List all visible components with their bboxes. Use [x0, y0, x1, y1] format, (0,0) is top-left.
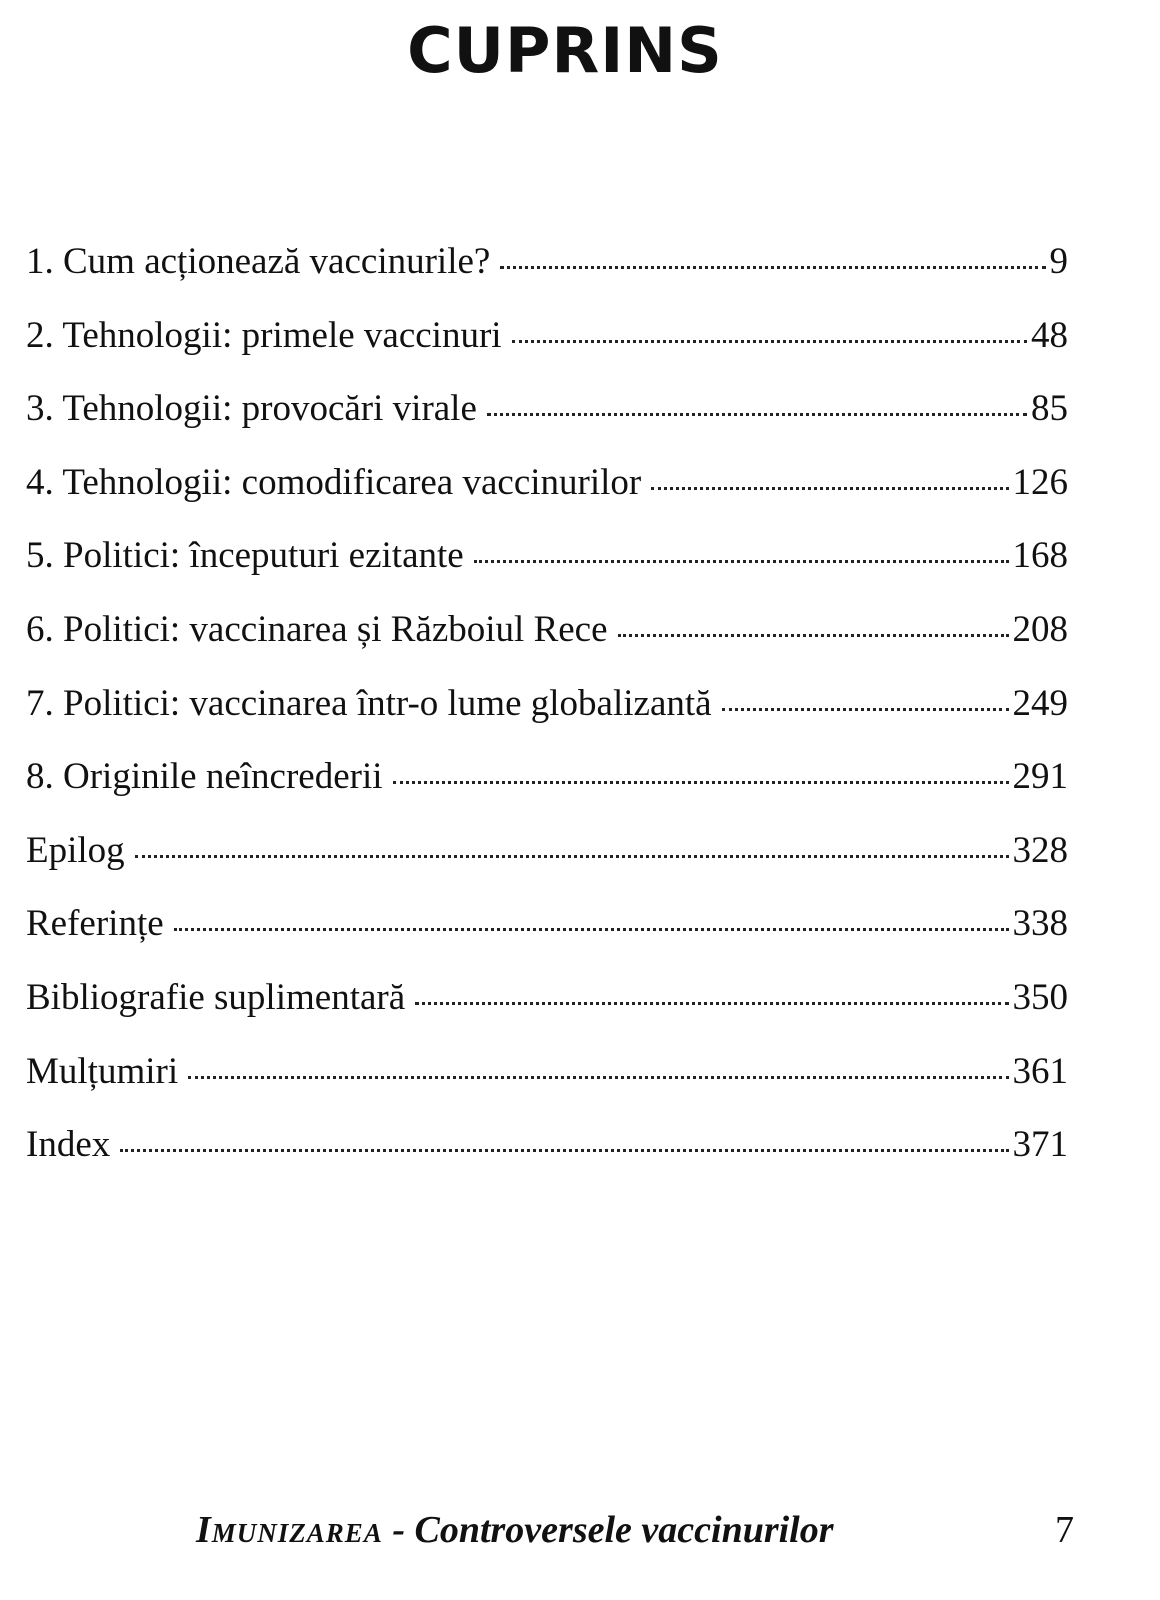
toc-entry-page: 361	[1012, 1050, 1068, 1092]
book-subtitle: Controversele vaccinurilor	[414, 1509, 834, 1551]
toc-leader-dots	[393, 780, 1009, 784]
toc-leader-dots	[120, 1148, 1008, 1152]
toc-leader-dots	[618, 633, 1009, 637]
toc-leader-dots	[188, 1075, 1008, 1079]
toc-entry-page: 291	[1012, 756, 1068, 798]
toc-entry	[26, 755, 1068, 829]
toc-entry-page: 208	[1012, 608, 1068, 650]
toc-entry-label: Referințe	[26, 903, 164, 945]
toc-entry-label: Bibliografie suplimentară	[26, 976, 406, 1018]
toc-entry-label: 1. Cum acționează vaccinurile?	[26, 241, 491, 282]
running-title	[196, 1508, 834, 1552]
toc-entry-page: 371	[1012, 1124, 1068, 1166]
toc-entry	[26, 682, 1068, 756]
toc-entry-page: 328	[1012, 829, 1068, 871]
toc-entry	[26, 461, 1068, 535]
toc-entry	[26, 1050, 1068, 1124]
toc-entry-page: 350	[1012, 976, 1068, 1018]
toc-leader-dots	[722, 707, 1009, 711]
toc-entry	[26, 314, 1068, 388]
toc-entry	[26, 976, 1068, 1050]
toc-entry-label: 5. Politici: începuturi ezitante	[26, 535, 464, 577]
toc-entry	[26, 240, 1068, 314]
toc-leader-dots	[500, 265, 1045, 269]
toc-entry-label: 7. Politici: vaccinarea într-o lume globalizantă	[26, 682, 712, 724]
toc-entry-page: 48	[1031, 314, 1068, 356]
toc-entry	[26, 608, 1068, 682]
toc-leader-dots	[135, 854, 1009, 858]
toc-entry-label: Index	[26, 1124, 111, 1166]
toc-entry-page: 168	[1012, 535, 1068, 577]
toc-entry	[26, 387, 1068, 461]
toc-entry	[26, 534, 1068, 608]
toc-entry-page: 85	[1031, 388, 1068, 430]
toc-entry	[26, 1123, 1068, 1197]
toc-entry-label: Mulțumiri	[26, 1050, 179, 1092]
toc-leader-dots	[487, 412, 1027, 416]
table-of-contents	[26, 240, 1068, 1197]
book-title: Imunizarea	[196, 1509, 383, 1551]
toc-entry-label: 2. Tehnologii: primele vaccinuri	[26, 314, 502, 356]
toc-leader-dots	[512, 339, 1027, 343]
toc-entry-label: 3. Tehnologii: provocări virale	[26, 388, 477, 430]
page-footer	[0, 1508, 1160, 1558]
toc-entry-page: 126	[1012, 461, 1068, 503]
toc-entry-page: 9	[1049, 241, 1068, 282]
toc-leader-dots	[174, 927, 1009, 931]
toc-entry-page: 338	[1012, 903, 1068, 945]
toc-entry-label: 4. Tehnologii: comodificarea vaccinurilor	[26, 461, 642, 503]
page-title: CUPRINS	[407, 14, 723, 87]
running-title-separator: -	[382, 1509, 415, 1551]
toc-entry-page: 249	[1012, 682, 1068, 724]
toc-leader-dots	[474, 559, 1009, 563]
toc-leader-dots	[415, 1001, 1008, 1005]
page-number: 7	[1055, 1509, 1074, 1551]
toc-entry	[26, 902, 1068, 976]
toc-entry-label: Epilog	[26, 829, 125, 871]
toc-leader-dots	[651, 486, 1008, 490]
toc-entry-label: 8. Originile neîncrederii	[26, 756, 383, 798]
toc-entry	[26, 829, 1068, 903]
toc-entry-label: 6. Politici: vaccinarea și Războiul Rece	[26, 608, 608, 650]
